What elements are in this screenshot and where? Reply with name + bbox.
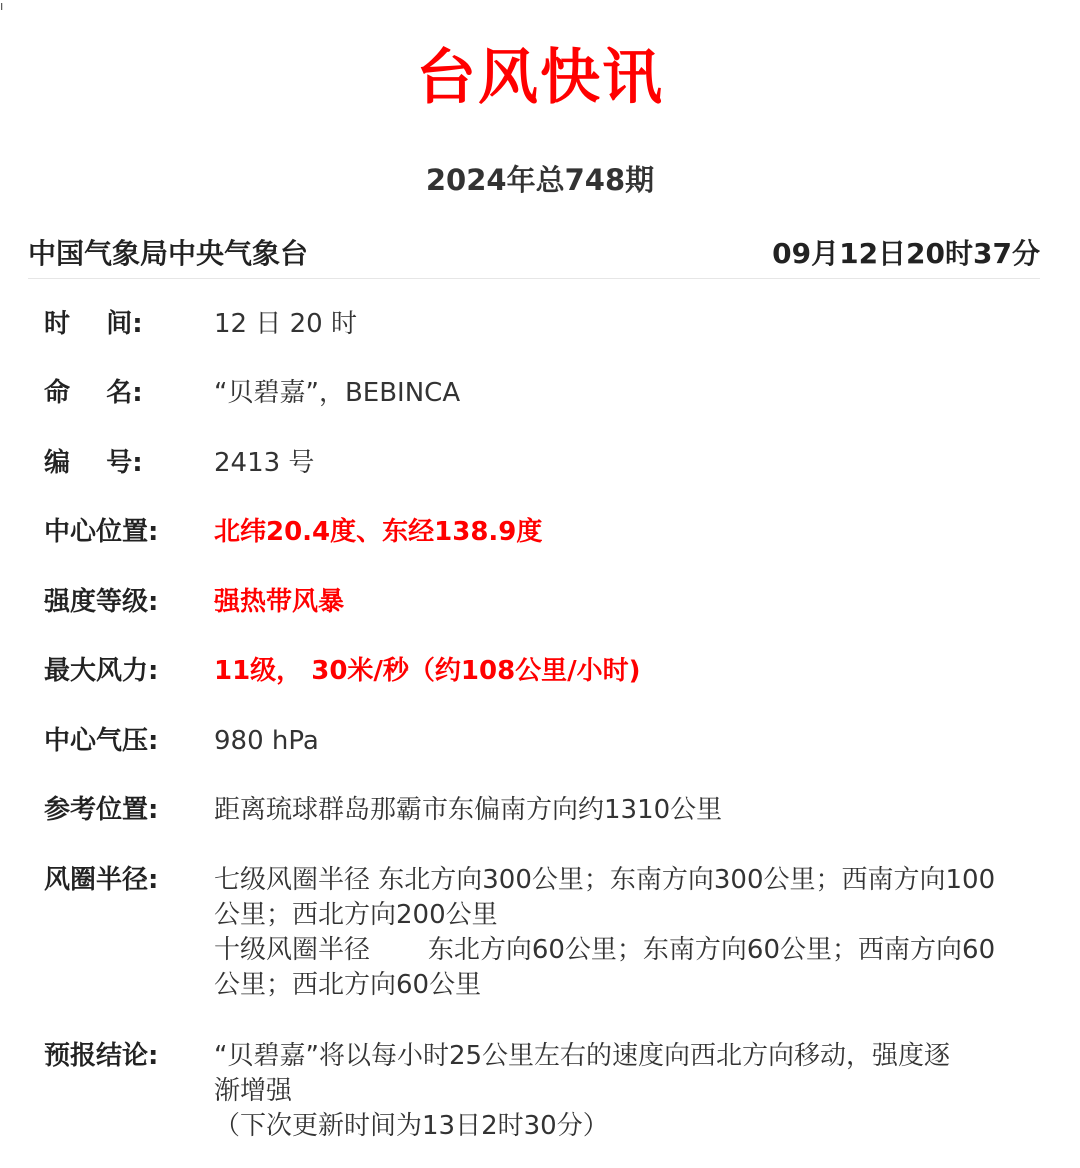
- row-value-highlight: 11级， 30米/秒（约108公里/小时): [214, 656, 641, 686]
- row-label: 预报结论:: [44, 1041, 159, 1071]
- row-value: “贝碧嘉”，BEBINCA: [214, 378, 461, 408]
- wind-radius-line: 公里；西北方向200公里: [214, 900, 498, 930]
- row-label: 强度等级:: [44, 587, 159, 617]
- row-label: 中心位置:: [44, 517, 159, 547]
- row-value: 12 日 20 时: [214, 309, 357, 339]
- row-value: 距离琉球群岛那霸市东偏南方向约1310公里: [214, 795, 723, 825]
- forecast-line: （下次更新时间为13日2时30分）: [214, 1111, 609, 1141]
- release-timestamp: 09月12日20时37分: [772, 237, 1040, 270]
- row-label: 中心气压:: [44, 726, 159, 756]
- wind-radius-line: 七级风圈半径 东北方向300公里；东南方向300公里；西南方向100: [214, 865, 996, 895]
- row-label: 最大风力:: [44, 656, 159, 686]
- wind-radius-line: 十级风圈半径 东北方向60公里；东南方向60公里；西南方向60: [214, 935, 996, 965]
- agency-name: 中国气象局中央气象台: [28, 237, 309, 270]
- corner-mark: ı: [0, 0, 4, 13]
- row-label: 参考位置:: [44, 795, 159, 825]
- row-value: 980 hPa: [214, 726, 319, 756]
- row-label: 命 名:: [44, 378, 143, 408]
- row-value: [214, 1039, 1029, 1144]
- row-value: [214, 863, 1029, 1003]
- wind-radius-line: 公里；西北方向60公里: [214, 970, 482, 1000]
- forecast-line: 渐增强: [214, 1076, 293, 1106]
- row-value-highlight: 北纬20.4度、东经138.9度: [214, 517, 543, 547]
- forecast-line: “贝碧嘉”将以每小时25公里左右的速度向西北方向移动，强度逐: [214, 1041, 951, 1071]
- issue-number: 2024年总748期: [425, 163, 655, 197]
- row-value: 2413 号: [214, 448, 315, 478]
- page-title: 台风快讯: [416, 43, 664, 113]
- row-label: 风圈半径:: [44, 865, 159, 895]
- row-label: 时 间:: [44, 309, 143, 339]
- header-row: [28, 232, 1040, 279]
- row-value-highlight: 强热带风暴: [214, 587, 345, 617]
- row-label: 编 号:: [44, 448, 143, 478]
